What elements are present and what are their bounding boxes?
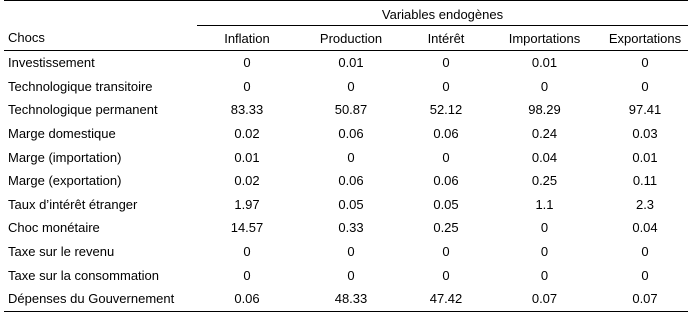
table-cell: 0 [347, 149, 355, 165]
table-cell: 0.03 [632, 126, 658, 142]
row-label: Marge domestique [8, 126, 116, 142]
table-row [4, 51, 688, 75]
table-row [4, 193, 688, 217]
table-cell: 0.33 [338, 220, 364, 236]
table-row [4, 216, 688, 240]
data-table [4, 0, 688, 312]
table-cell: 0.07 [632, 291, 658, 307]
table-cell: 0 [540, 244, 549, 260]
table-cell: 2.3 [635, 196, 655, 212]
column-header-exportations: Exportations [608, 30, 682, 46]
table-row [4, 263, 688, 287]
variance-decomposition-table [4, 0, 688, 312]
table-cell: 0.06 [338, 126, 364, 142]
table-body [4, 51, 688, 312]
table-cell: 0 [442, 78, 450, 94]
table-cell: 0.07 [531, 291, 558, 307]
table-row [4, 75, 688, 99]
table-cell: 0 [347, 78, 355, 94]
table-cell: 0 [442, 149, 450, 165]
table-cell: 0.06 [433, 126, 459, 142]
table-cell: 0 [641, 78, 649, 94]
table-cell: 0.06 [234, 291, 260, 307]
table-cell: 0 [641, 55, 649, 71]
table-cell: 0 [442, 55, 450, 71]
row-label: Choc monétaire [8, 220, 100, 236]
table-cell: 1.1 [535, 196, 554, 212]
table-cell: 83.33 [230, 102, 264, 118]
row-label: Taux d’intérêt étranger [8, 196, 138, 212]
table-cell: 0 [540, 78, 549, 94]
table-cell: 0 [442, 244, 450, 260]
table-cell: 47.42 [429, 291, 463, 307]
table-cell: 0 [442, 267, 450, 283]
table-cell: 50.87 [334, 102, 368, 118]
table-cell: 0 [243, 78, 251, 94]
column-header-interet: Intérêt [427, 30, 465, 46]
table-cell: 0 [641, 244, 649, 260]
table-cell: 0.01 [632, 149, 658, 165]
table-cell: 0.02 [234, 173, 260, 189]
table-cell: 0 [540, 220, 549, 236]
table-cell: 0.24 [531, 126, 558, 142]
table-cell: 0.05 [433, 196, 459, 212]
table-cell: 1.97 [234, 196, 260, 212]
table-cell: 0 [347, 267, 355, 283]
table-row [4, 169, 688, 193]
table-cell: 0.11 [632, 173, 658, 189]
table-cell: 14.57 [230, 220, 264, 236]
table-cell: 0.05 [338, 196, 364, 212]
row-label: Marge (exportation) [8, 173, 122, 189]
table-row [4, 98, 688, 122]
column-header-row [4, 26, 688, 51]
group-header-row [4, 1, 688, 26]
table-cell: 0 [243, 244, 251, 260]
table-row [4, 145, 688, 169]
row-header: Chocs [8, 30, 45, 46]
column-header-production: Production [319, 30, 383, 46]
group-header: Variables endogènes [197, 1, 688, 26]
table-cell: 0.25 [433, 220, 459, 236]
table-cell: 48.33 [334, 291, 368, 307]
table-cell: 0.01 [338, 55, 364, 71]
column-header-importations: Importations [508, 30, 581, 46]
table-cell: 0 [347, 244, 355, 260]
table-cell: 0 [243, 55, 251, 71]
table-row [4, 287, 688, 311]
row-label: Technologique transitoire [8, 78, 153, 94]
column-header-inflation: Inflation [224, 30, 270, 46]
table-cell: 0.25 [531, 173, 558, 189]
table-cell: 0 [540, 267, 549, 283]
table-cell: 0 [243, 267, 251, 283]
table-cell: 0.01 [234, 149, 260, 165]
table-cell: 0.04 [632, 220, 658, 236]
table-cell: 0.04 [531, 149, 558, 165]
table-cell: 97.41 [628, 102, 662, 118]
empty-corner [4, 1, 197, 26]
row-label: Dépenses du Gouvernement [8, 291, 175, 307]
row-label: Marge (importation) [8, 149, 122, 165]
table-row [4, 122, 688, 146]
table-cell: 0 [641, 267, 649, 283]
table-cell: 0.01 [531, 55, 558, 71]
row-label: Taxe sur le revenu [8, 244, 115, 260]
table-cell: 0.06 [338, 173, 364, 189]
table-cell: 98.29 [528, 102, 561, 118]
table-cell: 0.02 [234, 126, 260, 142]
row-label: Technologique permanent [8, 102, 158, 118]
table-row [4, 240, 688, 264]
row-label: Investissement [8, 55, 95, 71]
row-label: Taxe sur la consommation [8, 267, 160, 283]
table-cell: 52.12 [429, 102, 463, 118]
table-cell: 0.06 [433, 173, 459, 189]
